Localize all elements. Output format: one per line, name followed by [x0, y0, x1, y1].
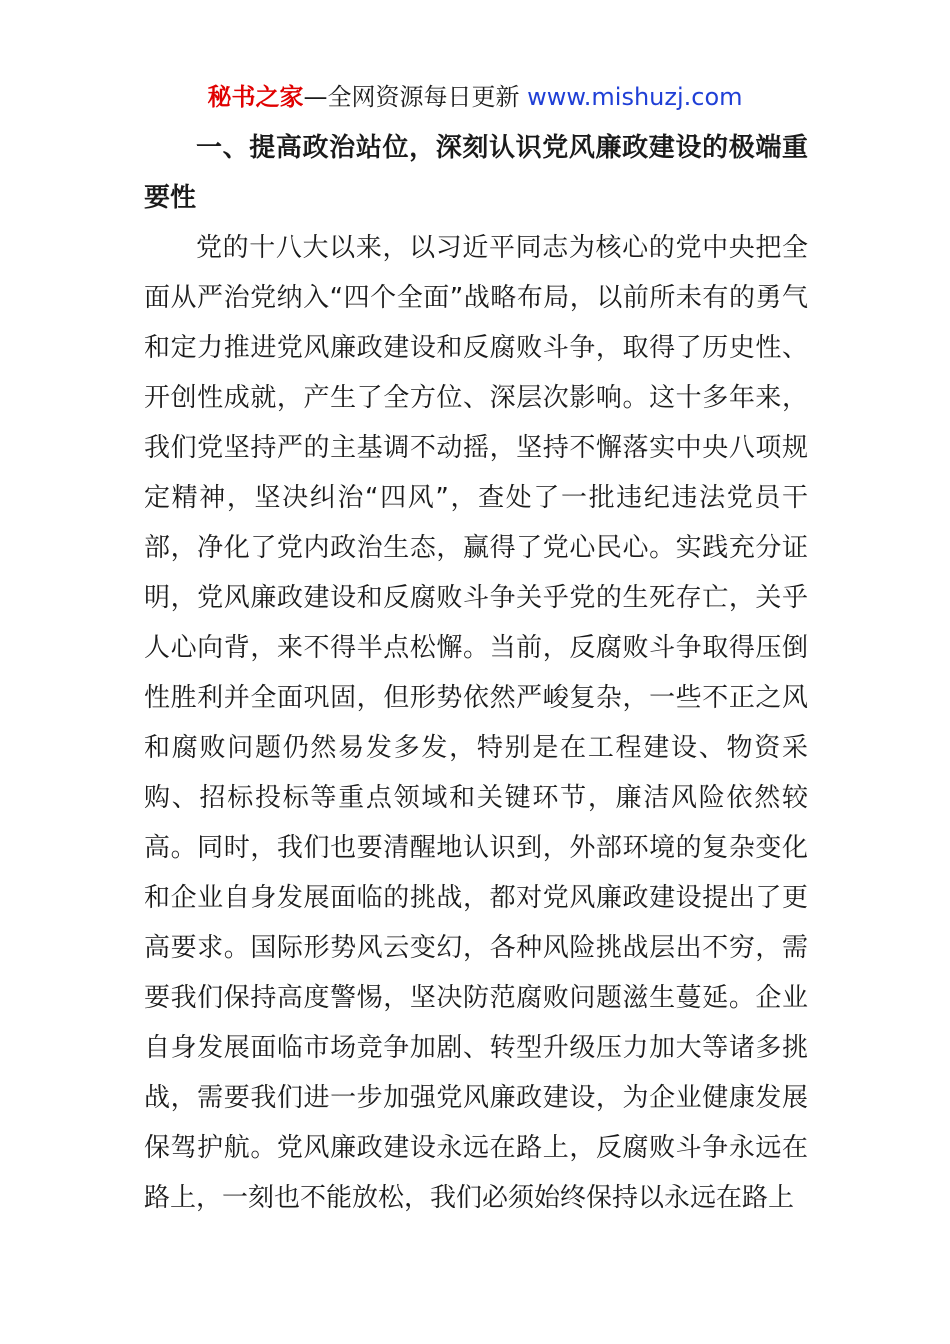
- site-tagline: —全网资源每日更新: [303, 83, 528, 111]
- body-paragraph: 党的十八大以来，以习近平同志为核心的党中央把全面从严治党纳入“四个全面”战略布局，以前所未有的勇气和定力推进党风廉政建设和反腐败斗争，取得了历史性、开创性成就，产生了全方位、深层次影响。这十多年来，我们党坚持严的主基调不动摇，坚持不懈落实中央八项规定精神，坚决纠治“四风”，查处了一批违纪违法党员干部，净化了党内政治生态，赢得了党心民心。实践充分证明，党风廉政建设和反腐败斗争关乎党的生死存亡，关乎人心向背，来不得半点松懈。当前，反腐败斗争取得压倒性胜利并全面巩固，但形势依然严峻复杂，一些不正之风和腐败问题仍然易发多发，特别是在工程建设、物资采购、招标投标等重点领域和关键环节，廉洁风险依然较高。同时，我们也要清醒地认识到，外部环境的复杂变化和企业自身发展面临的挑战，都对党风廉政建设提出了更高要求。国际形势风云变幻，各种风险挑战层出不穷，需要我们保持高度警惕，坚决防范腐败问题滋生蔓延。企业自身发展面临市场竞争加剧、转型升级压力加大等诸多挑战，需要我们进一步加强党风廉政建设，为企业健康发展保驾护航。党风廉政建设永远在路上，反腐败斗争永远在路上，一刻也不能放松，我们必须始终保持以永远在路上: [144, 233, 808, 1213]
- site-brand: 秘书之家: [207, 83, 304, 111]
- site-url-link[interactable]: www.mishuzj.com: [527, 83, 743, 111]
- watermark-header: [0, 80, 950, 114]
- document-body: [144, 123, 808, 1223]
- section-heading: 一、提高政治站位，深刻认识党风廉政建设的极端重要性: [144, 133, 808, 213]
